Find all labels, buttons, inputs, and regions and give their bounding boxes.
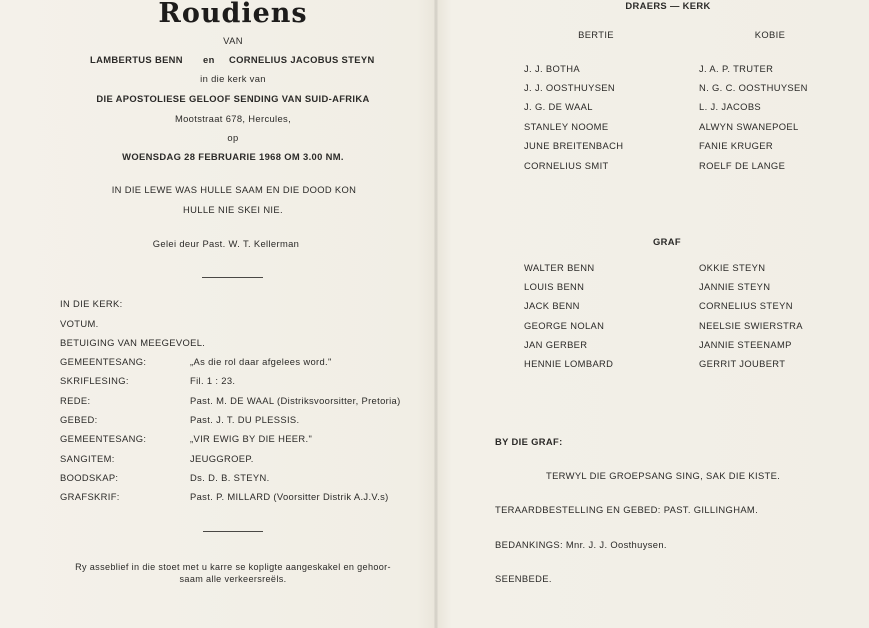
list-item: JAN GERBER: [524, 339, 588, 350]
led-by: Gelei deur Past. W. T. Kellerman: [152, 238, 300, 249]
list-item: J. A. P. TRUTER: [699, 63, 774, 74]
verse-line-1: IN DIE LEWE WAS HULLE SAAM EN DIE DOOD KON: [111, 184, 357, 195]
list-item: GEORGE NOLAN: [524, 320, 605, 331]
list-item: ROELF DE LANGE: [699, 160, 786, 171]
procession-notice-line-1: Ry asseblief in die stoet met u karre se kopligte aangeskakel en gehoor-: [75, 562, 391, 572]
list-item: JANNIE STEENAMP: [699, 339, 792, 350]
bertie-heading: BERTIE: [578, 29, 614, 40]
program-label: BOODSKAP:: [60, 472, 119, 483]
verse-line-2: HULLE NIE SKEI NIE.: [183, 204, 283, 215]
program-label: SKRIFLESING:: [60, 375, 129, 386]
program-value: „As die rol daar afgelees word.": [190, 356, 332, 367]
divider-1: [202, 277, 263, 278]
program-value: JEUGGROEP.: [190, 453, 254, 464]
program-label: GEMEENTESANG:: [60, 433, 147, 444]
list-item: J. G. DE WAAL: [524, 101, 593, 112]
list-item: CORNELIUS SMIT: [524, 160, 609, 171]
list-item: CORNELIUS STEYN: [699, 300, 793, 311]
program-title: Roudiens: [158, 0, 308, 29]
betuiging: BETUIGING VAN MEEGEVOEL.: [60, 337, 206, 348]
teraardbestelling-line: TERAARDBESTELLING EN GEBED: PAST. GILLINGHAM.: [495, 504, 759, 515]
terwyl-line: TERWYL DIE GROEPSANG SING, SAK DIE KISTE.: [546, 470, 781, 481]
procession-notice-line-2: saam alle verkeersreëls.: [179, 574, 287, 584]
list-item: GERRIT JOUBERT: [699, 358, 786, 369]
van-label: VAN: [223, 35, 243, 46]
list-item: STANLEY NOOME: [524, 121, 609, 132]
church-address: Mootstraat 678, Hercules,: [174, 113, 292, 124]
program-value: Ds. D. B. STEYN.: [190, 472, 270, 483]
page-fold: [434, 0, 438, 628]
list-item: J. J. OOSTHUYSEN: [524, 82, 616, 93]
deceased-name-2: CORNELIUS JACOBUS STEYN: [229, 54, 375, 65]
divider-2: [203, 531, 263, 532]
program-label: GEMEENTESANG:: [60, 356, 147, 367]
program-label: SANGITEM:: [60, 453, 115, 464]
list-item: NEELSIE SWIERSTRA: [699, 320, 803, 331]
list-item: J. J. BOTHA: [524, 63, 580, 74]
list-item: HENNIE LOMBARD: [524, 358, 614, 369]
deceased-name-1: LAMBERTUS BENN: [90, 54, 183, 65]
service-date: WOENSDAG 28 FEBRUARIE 1968 OM 3.00 NM.: [122, 151, 344, 162]
list-item: LOUIS BENN: [524, 281, 585, 292]
en-label: en: [203, 54, 215, 65]
votum: VOTUM.: [60, 318, 99, 329]
graf-heading: GRAF: [653, 236, 681, 247]
list-item: JACK BENN: [524, 300, 580, 311]
list-item: JUNE BREITENBACH: [524, 140, 624, 151]
program-value: Past. J. T. DU PLESSIS.: [190, 414, 300, 425]
program-value: Fil. 1 : 23.: [190, 375, 236, 386]
by-die-graf-heading: BY DIE GRAF:: [495, 436, 563, 447]
bedankings-line: BEDANKINGS: Mnr. J. J. Oosthuysen.: [495, 539, 667, 550]
list-item: ALWYN SWANEPOEL: [699, 121, 799, 132]
draers-heading: DRAERS — KERK: [625, 0, 711, 11]
program-label: GRAFSKRIF:: [60, 491, 120, 502]
list-item: FANIE KRUGER: [699, 140, 774, 151]
seenbede-line: SEENBEDE.: [495, 573, 552, 584]
program-label: GEBED:: [60, 414, 98, 425]
op-label: op: [227, 132, 239, 143]
program-value: Past. M. DE WAAL (Distriksvoorsitter, Pretoria): [190, 395, 401, 406]
program-label: REDE:: [60, 395, 91, 406]
list-item: L. J. JACOBS: [699, 101, 762, 112]
program-value: „VIR EWIG BY DIE HEER.": [190, 433, 313, 444]
church-name: DIE APOSTOLIESE GELOOF SENDING VAN SUID-AFRIKA: [96, 93, 370, 104]
in-die-kerk-heading: IN DIE KERK:: [60, 298, 123, 309]
list-item: OKKIE STEYN: [699, 262, 766, 273]
program-value: Past. P. MILLARD (Voorsitter Distrik A.J.V.s): [190, 491, 389, 502]
in-die-kerk-van: in die kerk van: [200, 73, 266, 84]
list-item: WALTER BENN: [524, 262, 595, 273]
kobie-heading: KOBIE: [754, 29, 786, 40]
list-item: N. G. C. OOSTHUYSEN: [699, 82, 808, 93]
list-item: JANNIE STEYN: [699, 281, 771, 292]
